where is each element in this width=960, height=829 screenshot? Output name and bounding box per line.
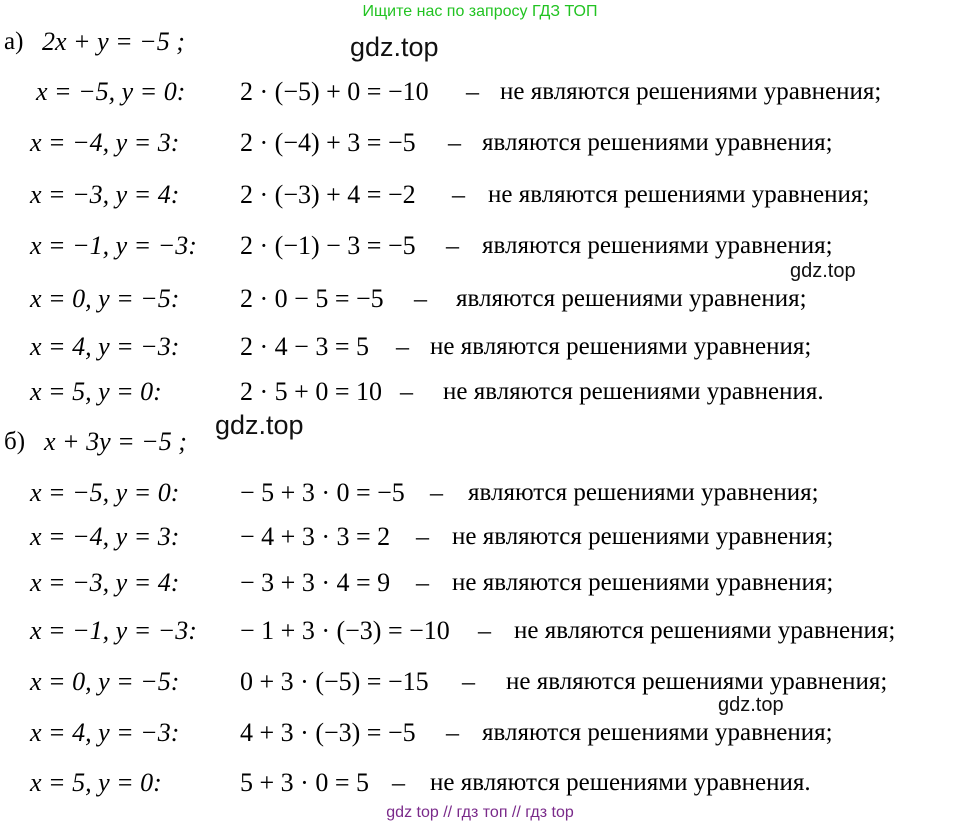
section-b-row-verdict: не являются решениями уравнения; [514, 617, 896, 644]
section-a-row-dash: – [400, 377, 413, 406]
section-b-row-values: x = 4, y = −3: [30, 718, 180, 747]
section-b-row-dash: – [416, 522, 429, 551]
section-b-row-dash: – [462, 667, 475, 696]
section-b-row-calc: − 3 + 3 · 4 = 9 [240, 568, 391, 597]
section-b-row-calc: 4 + 3 · (−3) = −5 [240, 718, 416, 747]
section-b-row-dash: – [446, 718, 459, 747]
section-b-label: б) [4, 428, 26, 455]
watermark-bottom: gdz top // гдз топ // гдз top [386, 804, 574, 821]
section-a-row-values: x = 4, y = −3: [30, 332, 180, 361]
watermark: gdz.top [718, 694, 784, 716]
watermark-top: Ищите нас по запросу ГДЗ ТОП [362, 3, 598, 20]
section-b-row-dash: – [392, 768, 405, 797]
section-a-row-calc: 2 · (−4) + 3 = −5 [240, 128, 416, 157]
section-a-row-calc: 2 · 4 − 3 = 5 [240, 332, 369, 361]
section-b-row-dash: – [430, 478, 443, 507]
section-a-row-dash: – [446, 231, 459, 260]
section-a-row-calc: 2 · 0 − 5 = −5 [240, 284, 384, 313]
section-a-row-verdict: являются решениями уравнения; [482, 232, 833, 259]
section-a-row-dash: – [466, 77, 479, 106]
section-b-row-values: x = −3, y = 4: [30, 568, 180, 597]
section-a-row-values: x = 5, y = 0: [30, 377, 162, 406]
section-b-row-verdict: являются решениями уравнения; [468, 479, 819, 506]
section-b-row-verdict: являются решениями уравнения; [482, 719, 833, 746]
section-a-row-calc: 2 · (−1) − 3 = −5 [240, 231, 416, 260]
section-a-row-dash: – [396, 332, 409, 361]
section-a-row-verdict: не являются решениями уравнения; [430, 333, 812, 360]
watermark: gdz.top [215, 410, 304, 440]
section-a-label: а) [4, 28, 24, 55]
section-a-equation: 2x + y = −5 ; [42, 27, 185, 56]
section-b-row-calc: − 5 + 3 · 0 = −5 [240, 478, 405, 507]
section-b-row-dash: – [478, 616, 491, 645]
section-a-row-verdict: не являются решениями уравнения; [500, 78, 882, 105]
section-a-row-values: x = −4, y = 3: [30, 128, 180, 157]
section-a-row-calc: 2 · (−3) + 4 = −2 [240, 180, 416, 209]
section-b-row-values: x = −5, y = 0: [30, 478, 180, 507]
watermark: gdz.top [350, 32, 439, 62]
section-a-row-calc: 2 · 5 + 0 = 10 [240, 377, 382, 406]
section-a-row-dash: – [452, 180, 465, 209]
section-b-row-calc: 0 + 3 · (−5) = −15 [240, 667, 429, 696]
section-b-row-verdict: не являются решениями уравнения; [452, 569, 834, 596]
section-a-row-verdict: являются решениями уравнения; [482, 129, 833, 156]
section-b-row-calc: − 1 + 3 · (−3) = −10 [240, 616, 450, 645]
section-a-row-dash: – [414, 284, 427, 313]
section-a-row-verdict: не являются решениями уравнения; [488, 181, 870, 208]
section-b-row-values: x = 5, y = 0: [30, 768, 162, 797]
section-b-row-verdict: не являются решениями уравнения. [430, 769, 811, 796]
section-b-row-values: x = 0, y = −5: [30, 667, 180, 696]
section-b-row-dash: – [416, 568, 429, 597]
watermark: gdz.top [790, 260, 856, 282]
section-a-row-verdict: являются решениями уравнения; [456, 285, 807, 312]
section-b-row-values: x = −4, y = 3: [30, 522, 180, 551]
section-a-row-calc: 2 · (−5) + 0 = −10 [240, 77, 429, 106]
section-b-row-verdict: не являются решениями уравнения; [506, 668, 888, 695]
section-a-row-verdict: не являются решениями уравнения. [443, 378, 824, 405]
section-b-row-verdict: не являются решениями уравнения; [452, 523, 834, 550]
section-a-row-dash: – [448, 128, 461, 157]
section-a-row-values: x = −5, y = 0: [36, 77, 186, 106]
section-b-row-calc: − 4 + 3 · 3 = 2 [240, 522, 391, 551]
section-b-equation: x + 3y = −5 ; [44, 427, 187, 456]
section-a-row-values: x = 0, y = −5: [30, 284, 180, 313]
section-a-row-values: x = −3, y = 4: [30, 180, 180, 209]
section-a-row-values: x = −1, y = −3: [30, 231, 197, 260]
section-b-row-values: x = −1, y = −3: [30, 616, 197, 645]
section-b-row-calc: 5 + 3 · 0 = 5 [240, 768, 369, 797]
